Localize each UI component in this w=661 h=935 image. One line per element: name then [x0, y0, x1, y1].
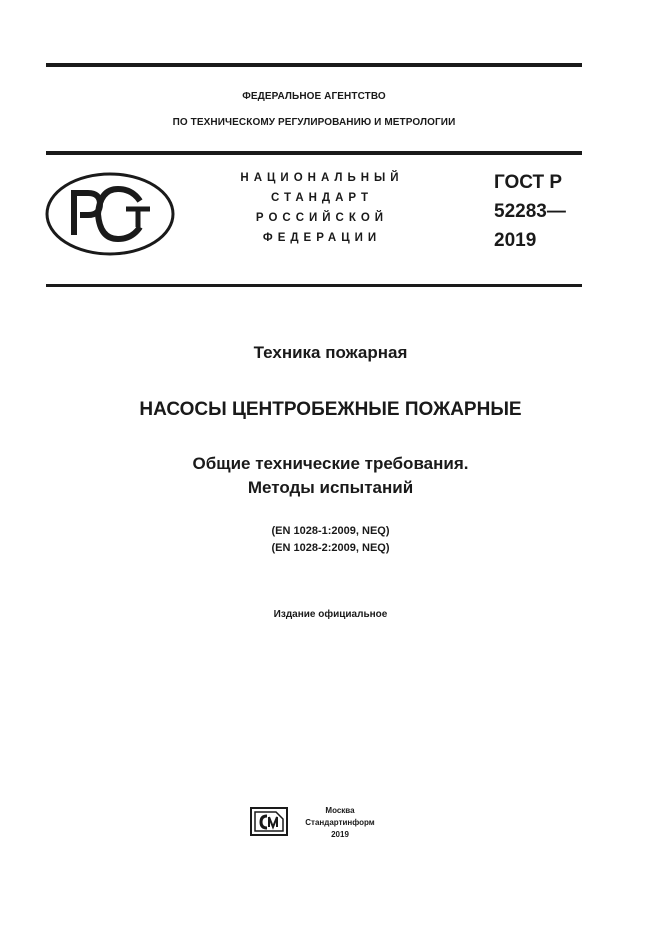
standard-type-line4: ФЕДЕРАЦИИ	[262, 232, 382, 244]
document-subtitle-line1: Общие технические требования.	[192, 454, 469, 473]
publisher-name: Стандартинформ	[305, 818, 375, 827]
rst-certification-logo-icon	[44, 171, 176, 257]
standard-type-line1: НАЦИОНАЛЬНЫЙ	[240, 172, 404, 184]
standard-type-line3: РОССИЙСКОЙ	[255, 212, 389, 224]
harmonization-ref-2: (EN 1028-2:2009, NEQ)	[271, 542, 390, 554]
publisher-year: 2019	[331, 830, 349, 839]
standard-type-line2: СТАНДАРТ	[271, 192, 373, 204]
agency-name-line2: ПО ТЕХНИЧЕСКОМУ РЕГУЛИРОВАНИЮ И МЕТРОЛОГИИ	[172, 117, 456, 128]
standartinform-logo-icon	[250, 807, 288, 836]
agency-name-line1: ФЕДЕРАЛЬНОЕ АГЕНТСТВО	[242, 91, 386, 102]
gost-designation-line2: 52283—	[494, 201, 566, 222]
edition-note: Издание официальное	[273, 609, 388, 620]
harmonization-ref-1: (EN 1028-1:2009, NEQ)	[271, 525, 390, 537]
top-divider	[46, 63, 582, 67]
lower-header-divider	[46, 284, 582, 287]
document-subject: Техника пожарная	[253, 343, 408, 362]
publisher-city: Москва	[325, 806, 355, 815]
header-divider	[46, 151, 582, 155]
gost-designation-line1: ГОСТ Р	[494, 172, 563, 193]
gost-designation-line3: 2019	[494, 230, 537, 251]
document-subtitle-line2: Методы испытаний	[247, 478, 414, 497]
document-title: НАСОСЫ ЦЕНТРОБЕЖНЫЕ ПОЖАРНЫЕ	[139, 399, 522, 420]
